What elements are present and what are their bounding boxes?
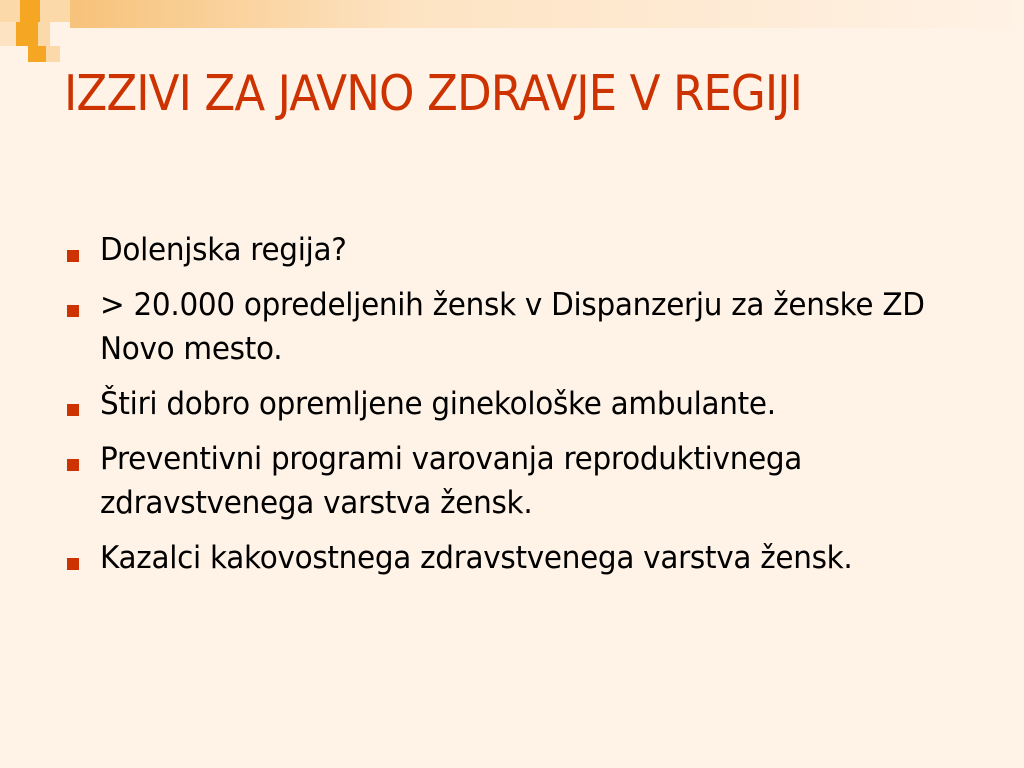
bullet-square-icon: [67, 459, 79, 471]
bullet-item: [64, 228, 964, 272]
bullet-item: [64, 437, 964, 525]
bullet-text: > 20.000 opredeljenih žensk v Dispanzerju za ženske ZD Novo mesto.: [100, 287, 925, 367]
bullet-list: [64, 228, 964, 591]
bullet-text: Štiri dobro opremljene ginekološke ambulante.: [100, 386, 776, 422]
bullet-item: [64, 283, 964, 371]
bullet-square-icon: [67, 305, 79, 317]
slide-title: IZZIVI ZA JAVNO ZDRAVJE V REGIJI: [64, 65, 803, 122]
bullet-square-icon: [67, 250, 79, 262]
bullet-text: Preventivni programi varovanja reproduktivnega zdravstvenega varstva žensk.: [100, 441, 803, 521]
bullet-item: [64, 382, 964, 426]
bullet-item: [64, 536, 964, 580]
bullet-square-icon: [67, 558, 79, 570]
bullet-text: Kazalci kakovostnega zdravstvenega varstva žensk.: [100, 540, 853, 576]
bullet-text: Dolenjska regija?: [100, 232, 347, 268]
bullet-square-icon: [67, 404, 79, 416]
